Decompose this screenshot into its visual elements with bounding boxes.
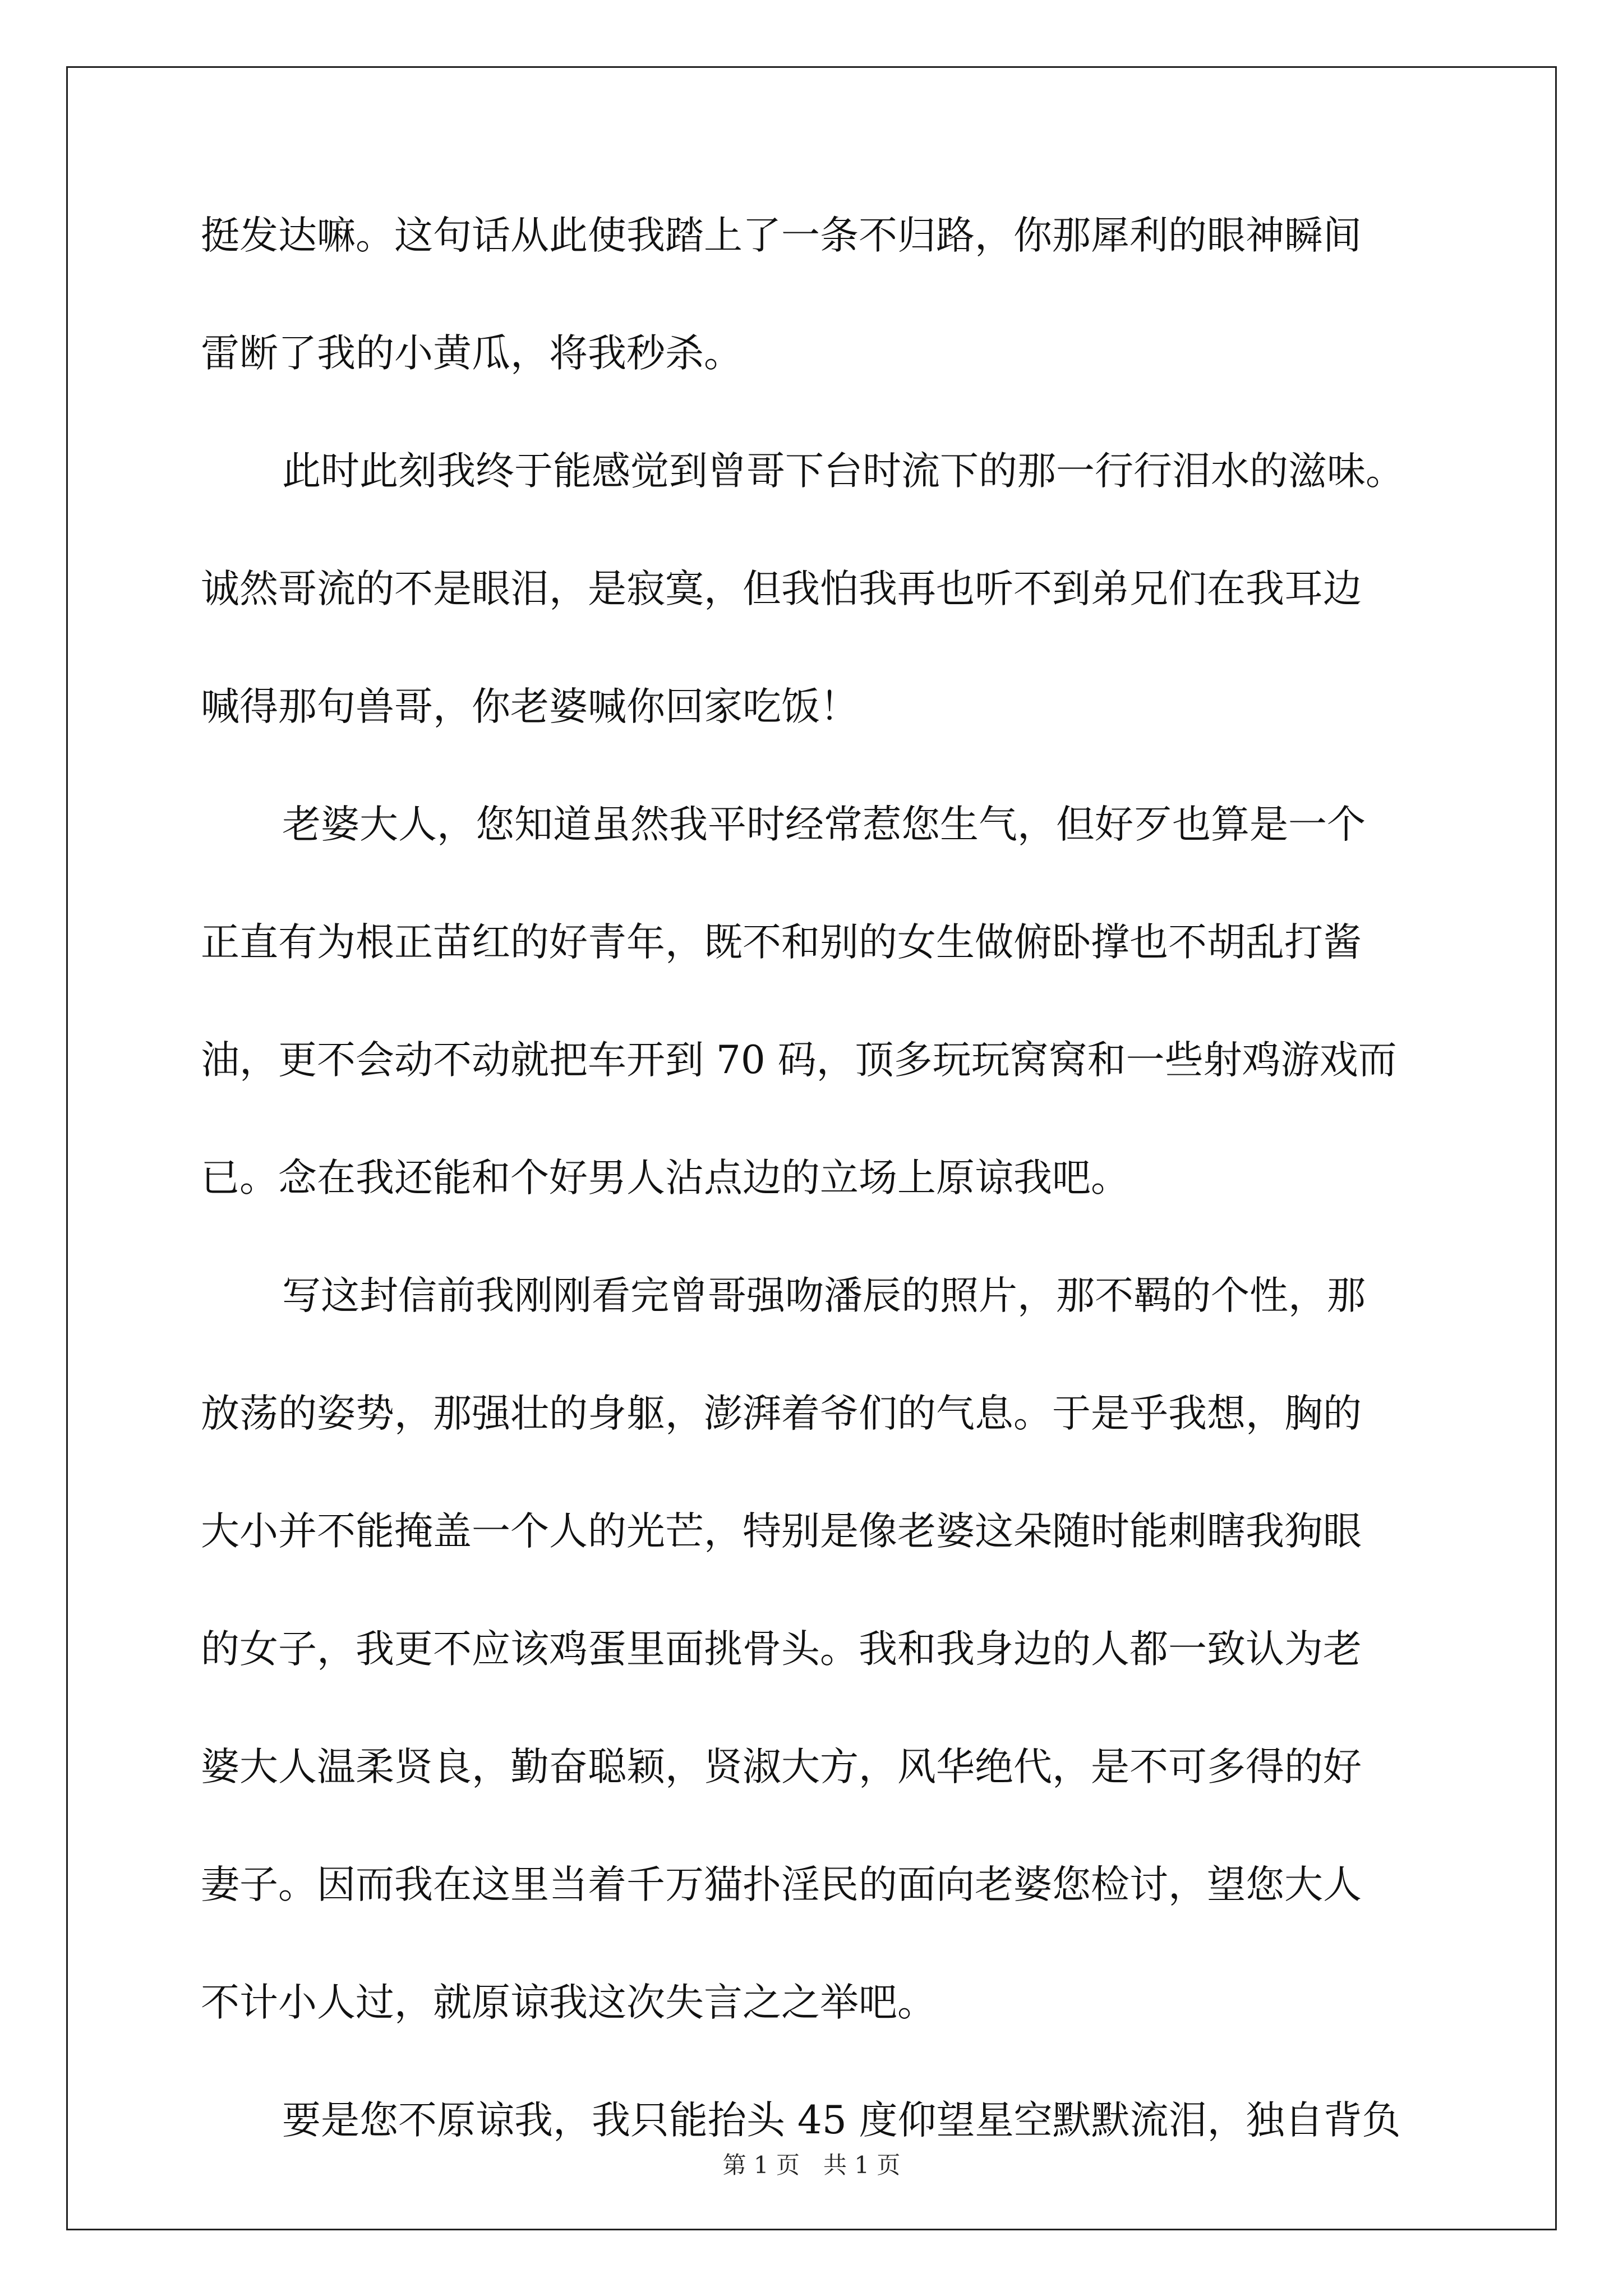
text-line: 写这封信前我刚刚看完曾哥强吻潘辰的照片，那不羁的个性，那 bbox=[282, 1273, 1366, 1318]
text-line: 放荡的姿势，那强壮的身躯，澎湃着爷们的气息。于是乎我想，胸的 bbox=[201, 1391, 1362, 1436]
text-line: 老婆大人，您知道虽然我平时经常惹您生气，但好歹也算是一个 bbox=[282, 802, 1366, 847]
text-line: 喊得那句兽哥，你老婆喊你回家吃饭！ bbox=[201, 684, 859, 729]
text-line: 妻子。因而我在这里当着千万猫扑淫民的面向老婆您检讨，望您大人 bbox=[201, 1862, 1362, 1907]
text-line: 诚然哥流的不是眼泪，是寂寞，但我怕我再也听不到弟兄们在我耳边 bbox=[201, 567, 1362, 611]
text-line: 要是您不原谅我，我只能抬头 45 度仰望星空默默流泪，独自背负 bbox=[282, 2098, 1401, 2143]
text-line: 不计小人过，就原谅我这次失言之之举吧。 bbox=[201, 1980, 936, 2025]
text-line: 已。念在我还能和个好男人沾点边的立场上原谅我吧。 bbox=[201, 1156, 1129, 1200]
text-line: 挺发达嘛。这句话从此使我踏上了一条不归路，你那犀利的眼神瞬间 bbox=[201, 213, 1362, 258]
text-line: 油，更不会动不动就把车开到 70 码，顶多玩玩窝窝和一些射鸡游戏而 bbox=[201, 1038, 1397, 1083]
text-line: 的女子，我更不应该鸡蛋里面挑骨头。我和我身边的人都一致认为老 bbox=[201, 1627, 1362, 1672]
text-line: 婆大人温柔贤良，勤奋聪颖，贤淑大方，风华绝代，是不可多得的好 bbox=[201, 1745, 1362, 1789]
text-line: 大小并不能掩盖一个人的光芒，特别是像老婆这朵随时能刺瞎我狗眼 bbox=[201, 1509, 1362, 1554]
text-line: 雷断了我的小黄瓜，将我秒杀。 bbox=[201, 331, 743, 376]
text-line: 正直有为根正苗红的好青年，既不和别的女生做俯卧撑也不胡乱打酱 bbox=[201, 920, 1362, 965]
document-body bbox=[201, 208, 1435, 2210]
text-line: 此时此刻我终于能感觉到曾哥下台时流下的那一行行泪水的滋味。 bbox=[282, 449, 1404, 494]
page-footer: 第 1 页 共 1 页 bbox=[722, 2151, 901, 2179]
